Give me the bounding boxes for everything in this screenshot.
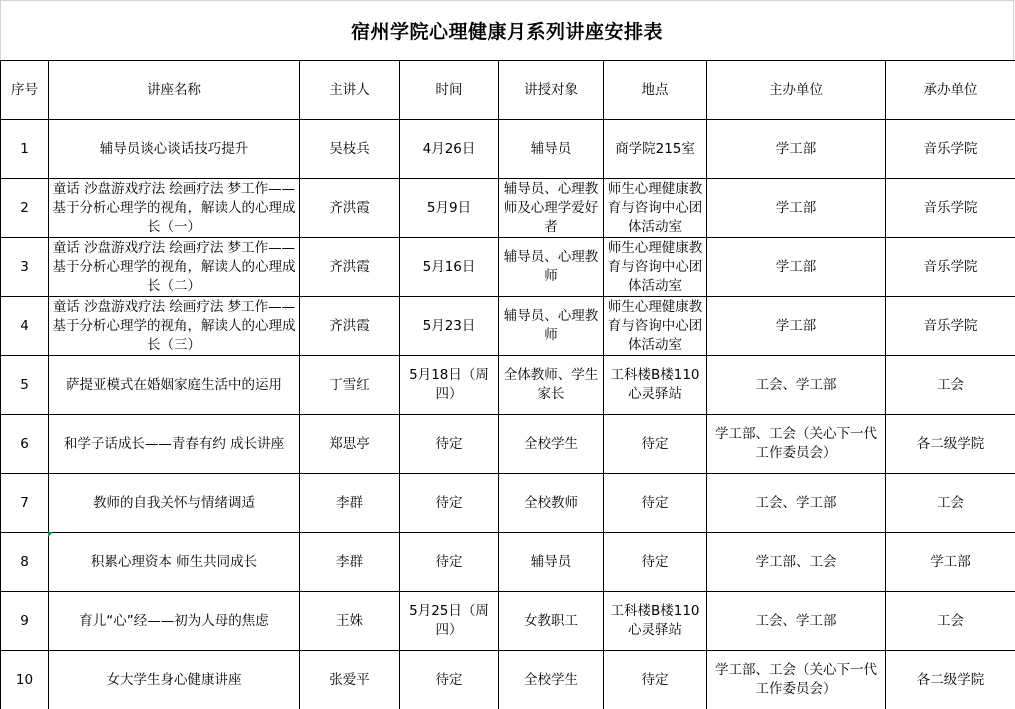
cell-index[interactable]: 8 xyxy=(1,533,49,592)
cell-location[interactable]: 待定 xyxy=(604,415,707,474)
cell-organizer[interactable]: 学工部、工会（关心下一代工作委员会） xyxy=(707,415,886,474)
table-row xyxy=(1,533,1015,592)
cell-co-organizer[interactable]: 工会 xyxy=(886,474,1015,533)
header-cell-location[interactable]: 地点 xyxy=(604,61,707,120)
cell-lecture-name[interactable]: 女大学生身心健康讲座 xyxy=(49,651,300,709)
cell-organizer[interactable]: 工会、学工部 xyxy=(707,474,886,533)
cell-co-organizer[interactable]: 音乐学院 xyxy=(886,297,1015,356)
header-cell-audience[interactable]: 讲授对象 xyxy=(499,61,604,120)
cell-speaker[interactable]: 齐洪霞 xyxy=(300,297,400,356)
cell-audience[interactable]: 全校学生 xyxy=(499,415,604,474)
cell-location[interactable]: 工科楼B楼110心灵驿站 xyxy=(604,356,707,415)
cell-location[interactable]: 师生心理健康教育与咨询中心团体活动室 xyxy=(604,238,707,297)
cell-time[interactable]: 待定 xyxy=(400,651,499,709)
table-row xyxy=(1,238,1015,297)
cell-audience[interactable]: 辅导员、心理教师及心理学爱好者 xyxy=(499,179,604,238)
cell-location[interactable]: 师生心理健康教育与咨询中心团体活动室 xyxy=(604,297,707,356)
cell-time[interactable]: 4月26日 xyxy=(400,120,499,179)
cell-lecture-name[interactable]: 童话 沙盘游戏疗法 绘画疗法 梦工作——基于分析心理学的视角，解读人的心理成长（二） xyxy=(49,238,300,297)
cell-co-organizer[interactable]: 工会 xyxy=(886,592,1015,651)
header-row xyxy=(1,61,1015,120)
cell-location[interactable]: 工科楼B楼110心灵驿站 xyxy=(604,592,707,651)
cell-organizer[interactable]: 学工部 xyxy=(707,179,886,238)
header-cell-index[interactable]: 序号 xyxy=(1,61,49,120)
cell-index[interactable]: 10 xyxy=(1,651,49,709)
cell-organizer[interactable]: 学工部 xyxy=(707,238,886,297)
header-cell-time[interactable]: 时间 xyxy=(400,61,499,120)
cell-speaker[interactable]: 王姝 xyxy=(300,592,400,651)
cell-audience[interactable]: 全体教师、学生家长 xyxy=(499,356,604,415)
table-row xyxy=(1,120,1015,179)
cell-co-organizer[interactable]: 音乐学院 xyxy=(886,120,1015,179)
cell-index[interactable]: 6 xyxy=(1,415,49,474)
cell-organizer[interactable]: 工会、学工部 xyxy=(707,356,886,415)
header-cell-organizer[interactable]: 主办单位 xyxy=(707,61,886,120)
table-row xyxy=(1,356,1015,415)
cell-time[interactable]: 待定 xyxy=(400,474,499,533)
cell-co-organizer[interactable]: 音乐学院 xyxy=(886,179,1015,238)
cell-audience[interactable]: 全校学生 xyxy=(499,651,604,709)
cell-speaker[interactable]: 李群 xyxy=(300,533,400,592)
cell-time[interactable]: 5月9日 xyxy=(400,179,499,238)
cell-time[interactable]: 待定 xyxy=(400,415,499,474)
cell-lecture-name[interactable]: 育儿“心”经——初为人母的焦虑 xyxy=(49,592,300,651)
cell-index[interactable]: 7 xyxy=(1,474,49,533)
cell-index[interactable]: 4 xyxy=(1,297,49,356)
lecture-schedule-table xyxy=(0,60,1015,709)
cell-speaker[interactable]: 齐洪霞 xyxy=(300,238,400,297)
table-row xyxy=(1,651,1015,709)
cell-index[interactable]: 5 xyxy=(1,356,49,415)
cell-time[interactable]: 5月23日 xyxy=(400,297,499,356)
cell-speaker[interactable]: 丁雪红 xyxy=(300,356,400,415)
sheet-title: 宿州学院心理健康月系列讲座安排表 xyxy=(0,0,1014,60)
cell-index[interactable]: 3 xyxy=(1,238,49,297)
header-cell-speaker[interactable]: 主讲人 xyxy=(300,61,400,120)
cell-audience[interactable]: 辅导员、心理教师 xyxy=(499,297,604,356)
cell-co-organizer[interactable]: 各二级学院 xyxy=(886,651,1015,709)
cell-speaker[interactable]: 张爱平 xyxy=(300,651,400,709)
cell-index[interactable]: 1 xyxy=(1,120,49,179)
cell-audience[interactable]: 辅导员 xyxy=(499,533,604,592)
cell-time[interactable]: 5月18日（周四） xyxy=(400,356,499,415)
cell-lecture-name[interactable]: 萨提亚模式在婚姻家庭生活中的运用 xyxy=(49,356,300,415)
cell-location[interactable]: 师生心理健康教育与咨询中心团体活动室 xyxy=(604,179,707,238)
cell-lecture-name[interactable]: 积累心理资本 师生共同成长 xyxy=(49,533,300,592)
table-row xyxy=(1,179,1015,238)
cell-co-organizer[interactable]: 工会 xyxy=(886,356,1015,415)
cell-speaker[interactable]: 吴枝兵 xyxy=(300,120,400,179)
cell-co-organizer[interactable]: 各二级学院 xyxy=(886,415,1015,474)
cell-time[interactable]: 待定 xyxy=(400,533,499,592)
cell-organizer[interactable]: 工会、学工部 xyxy=(707,592,886,651)
cell-lecture-name[interactable]: 童话 沙盘游戏疗法 绘画疗法 梦工作——基于分析心理学的视角，解读人的心理成长（三） xyxy=(49,297,300,356)
cell-comment-marker xyxy=(48,532,53,537)
cell-co-organizer[interactable]: 音乐学院 xyxy=(886,238,1015,297)
cell-audience[interactable]: 辅导员 xyxy=(499,120,604,179)
cell-lecture-name[interactable]: 和学子话成长——青春有约 成长讲座 xyxy=(49,415,300,474)
header-cell-co-organizer[interactable]: 承办单位 xyxy=(886,61,1015,120)
cell-audience[interactable]: 辅导员、心理教师 xyxy=(499,238,604,297)
cell-speaker[interactable]: 李群 xyxy=(300,474,400,533)
cell-time[interactable]: 5月25日（周四） xyxy=(400,592,499,651)
table-row xyxy=(1,415,1015,474)
cell-location[interactable]: 待定 xyxy=(604,474,707,533)
cell-speaker[interactable]: 齐洪霞 xyxy=(300,179,400,238)
cell-speaker[interactable]: 郑思亭 xyxy=(300,415,400,474)
table-row xyxy=(1,474,1015,533)
cell-organizer[interactable]: 学工部、工会 xyxy=(707,533,886,592)
cell-lecture-name[interactable]: 童话 沙盘游戏疗法 绘画疗法 梦工作——基于分析心理学的视角，解读人的心理成长（一） xyxy=(49,179,300,238)
cell-index[interactable]: 9 xyxy=(1,592,49,651)
header-cell-lecture-name[interactable]: 讲座名称 xyxy=(49,61,300,120)
cell-lecture-name[interactable]: 教师的自我关怀与情绪调适 xyxy=(49,474,300,533)
cell-audience[interactable]: 全校教师 xyxy=(499,474,604,533)
cell-lecture-name[interactable]: 辅导员谈心谈话技巧提升 xyxy=(49,120,300,179)
cell-index[interactable]: 2 xyxy=(1,179,49,238)
cell-location[interactable]: 商学院215室 xyxy=(604,120,707,179)
cell-organizer[interactable]: 学工部 xyxy=(707,297,886,356)
cell-organizer[interactable]: 学工部、工会（关心下一代工作委员会） xyxy=(707,651,886,709)
table-row xyxy=(1,297,1015,356)
cell-time[interactable]: 5月16日 xyxy=(400,238,499,297)
cell-organizer[interactable]: 学工部 xyxy=(707,120,886,179)
cell-location[interactable]: 待定 xyxy=(604,651,707,709)
cell-location[interactable]: 待定 xyxy=(604,533,707,592)
table-row xyxy=(1,592,1015,651)
cell-audience[interactable]: 女教职工 xyxy=(499,592,604,651)
cell-co-organizer[interactable]: 学工部 xyxy=(886,533,1015,592)
